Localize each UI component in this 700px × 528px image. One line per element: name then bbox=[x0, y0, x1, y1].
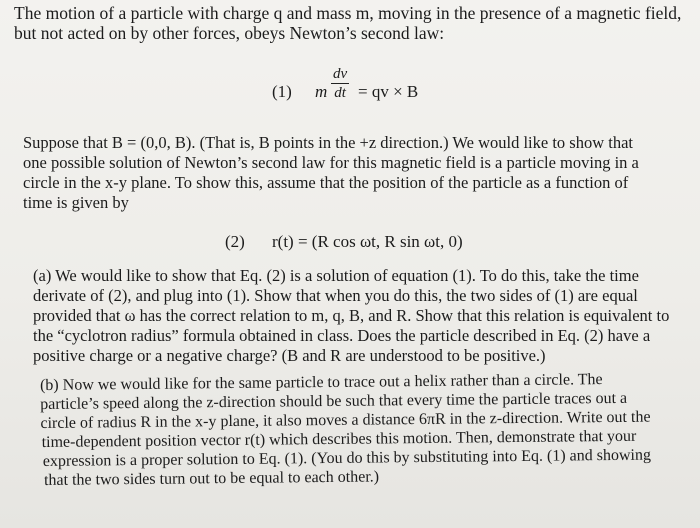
equation-1-mass: m bbox=[315, 82, 328, 101]
intro-line-1: The motion of a particle with charge q and mass m, moving in the presence of a magnetic field, bbox=[14, 3, 682, 23]
equation-2-expression: r(t) = (R cos ωt, R sin ωt, 0) bbox=[272, 232, 463, 251]
setup-line-3: circle in the x-y plane. To show this, assume that the position of the particle as a function of bbox=[23, 173, 629, 192]
part-a-line-2: derivate of (2), and plug into (1). Show that when you do this, the two sides of (1) are equal bbox=[33, 286, 638, 305]
setup-line-1: Suppose that B = (0,0, B). (That is, B points in the +z direction.) We would like to show that bbox=[23, 133, 633, 152]
equation-1-fraction bbox=[331, 66, 349, 102]
equation-2-label: (2) bbox=[225, 232, 245, 251]
part-b-line-4: time-dependent position vector r(t) which describes this motion. Then, demonstrate that your bbox=[41, 427, 637, 451]
part-b-line-6: that the two sides turn out to be equal to each other.) bbox=[43, 468, 380, 489]
part-a-line-1: (a) We would like to show that Eq. (2) is a solution of equation (1). To do this, take the time bbox=[33, 266, 639, 285]
setup-line-2: one possible solution of Newton’s second law for this magnetic field is a particle moving in a bbox=[23, 153, 639, 172]
part-b-line-5: expression is a proper solution to Eq. (1). (You do this by substituting into Eq. (1) and showing bbox=[42, 446, 652, 470]
part-b-line-2: particle’s speed along the z-direction should be such that every time the particle traces out a bbox=[40, 389, 628, 413]
part-a-line-5: positive charge or a negative charge? (B and R are understood to be positive.) bbox=[33, 346, 546, 365]
equation-1-numerator: dv bbox=[333, 66, 348, 82]
part-b-line-3: circle of radius R in the x-y plane, it also moves a distance 6πR in the z-direction. Write out the bbox=[40, 408, 651, 432]
setup-line-4: time is given by bbox=[23, 193, 129, 212]
part-a-line-3: provided that ω has the correct relation to m, q, B, and R. Show that this relation is equivalent to bbox=[33, 306, 670, 325]
part-a-line-4: the “cyclotron radius” formula obtained in class. Does the particle described in Eq. (2) have a bbox=[33, 326, 651, 345]
part-b-line-1: (b) Now we would like for the same particle to trace out a helix rather than a circle. The bbox=[39, 371, 603, 394]
equation-1-rhs: = qv × B bbox=[358, 82, 419, 101]
equation-1-denominator: dt bbox=[334, 85, 346, 101]
intro-line-2: but not acted on by other forces, obeys Newton’s second law: bbox=[14, 23, 445, 43]
equation-1-label: (1) bbox=[272, 82, 292, 101]
